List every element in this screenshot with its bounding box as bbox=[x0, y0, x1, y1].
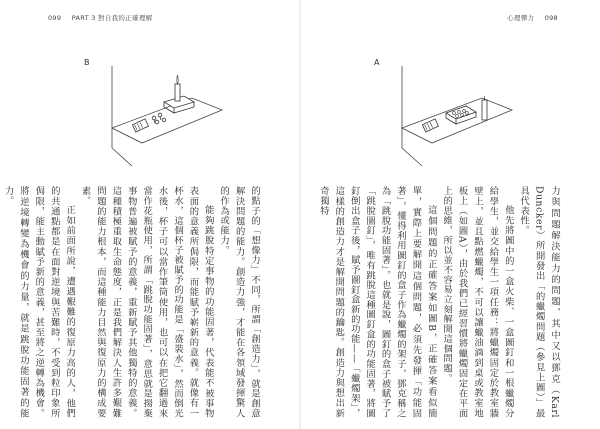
paragraph: 他先將圖中的一盒火柴、一盒圖釘和一根蠟燭分給學生，並交給學生一項任務：將蠟燭固定於教室牆壁上，並且點燃蠟燭，不可以讓蠟油滴到桌或教室地板上（如圖A），由於我們已經習慣將蠟燭固定在平面上的思維，所以並不容易立刻解開這個問題。 bbox=[441, 186, 514, 418]
candle-icon bbox=[482, 100, 487, 120]
paragraph: 正如前面所說，遭遇艱難的復原力高的人，他們的共通點都是在面對逆境與苦難時，不受到粒印象所侷限，能主動賦予新的意義，甚至將之逆轉為機會。將逆境轉變為機會的力量，就是跳脫功能固著的能力。 bbox=[2, 186, 76, 418]
figure-a-label: A bbox=[374, 58, 380, 67]
left-page-number: 099 bbox=[48, 14, 62, 22]
figure-b-label: B bbox=[84, 58, 90, 67]
figure-b-candle-on-box bbox=[72, 58, 232, 168]
paragraph: 力與問題解決能力的問題，其中又以鄧克（Karl Duncker）所開發出「的蠟燭問題（參見上圖）」最具代表性。 bbox=[518, 186, 560, 418]
figure-b-drawing bbox=[72, 58, 232, 168]
candle-icon bbox=[175, 84, 180, 101]
shelf-icon bbox=[112, 98, 222, 143]
figure-a-materials bbox=[362, 58, 522, 168]
flame-icon bbox=[177, 75, 179, 84]
left-running-title: PART 3 對自我的正確理解 bbox=[71, 14, 153, 22]
right-page-body bbox=[317, 186, 562, 418]
left-page-body bbox=[2, 186, 262, 418]
shelf-icon bbox=[402, 98, 512, 143]
paragraph: 這個問題的正確答案如圖B，正確答案看似簡單，實際上要解開這個問題，必須先發揮「功能固著」，懂得利用圖釘的盒子作為蠟燭的架子，鄧克稱之為「跳脫功能固著」。也就是說，圖釘的盒子被賦予了「跳脫圖釘」，唯有跳脫這種圖釘盒的功能固著，將圖釘倒出盒子後，賦予圖釘盒新的功能——「蠟燭架」，這樣的創造力才是解開問題的鑰匙。創造力與想出新奇獨特 bbox=[317, 186, 437, 418]
paragraph: 的點子的「想像力」不同，所謂「創造力」，就是創意解決問題的能力。創造力強，才能在各領域發揮驚人的作為或能力。 bbox=[218, 186, 260, 418]
left-page-header bbox=[48, 13, 152, 22]
right-page-number: 098 bbox=[544, 14, 558, 22]
right-running-title: 心理彈力 bbox=[507, 14, 535, 22]
figure-a-drawing bbox=[362, 58, 522, 168]
paragraph: 能夠跳脫特定事物的功能固著，代表能不被事物表面的意義所侷限，而能賦予嶄新的意義。就像有一杯水，這個杯子被賦予的功能是「盛裝水」，然而倒光水後，杯子可以當作筆筒使用，也可以在把它翻過來當作花瓶使用，所謂「跳脫功能固著」，意思就是揚棄事物普遍被賦予的意義，重新賦予其他獨特的意義。這種積極重取生命態度，正是我們解決人生許多艱難問題的能力根本，而這種能力目然與復原力的構成要素。 bbox=[79, 186, 214, 418]
right-page-header bbox=[507, 13, 558, 22]
right-page bbox=[300, 0, 600, 429]
